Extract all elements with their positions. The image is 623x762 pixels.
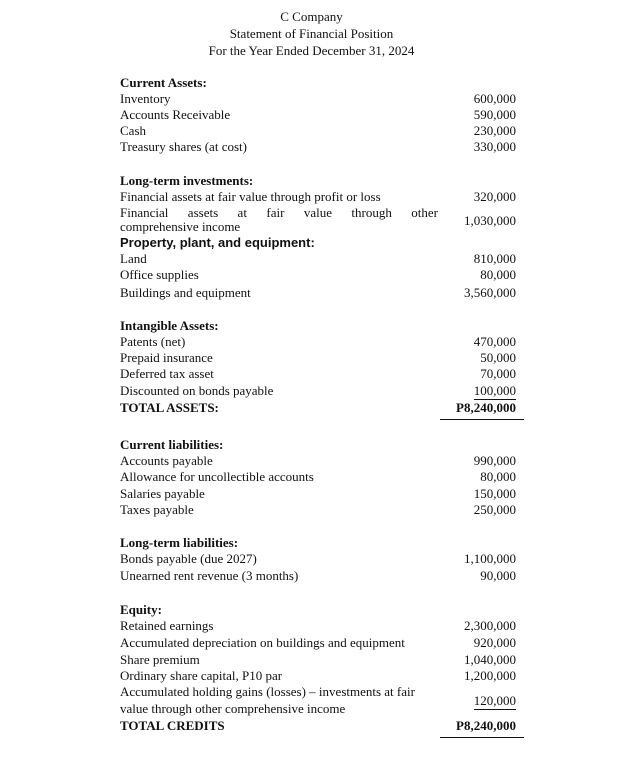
- total-assets-row: [120, 400, 524, 416]
- line-item-amount: 120,000: [473, 693, 516, 708]
- line-item-label: Discounted on bonds payable: [120, 383, 274, 398]
- section-heading: Equity:: [120, 602, 162, 617]
- line-item: [120, 123, 524, 139]
- line-item: [120, 205, 524, 233]
- line-item: [120, 91, 524, 107]
- line-item: [120, 285, 524, 301]
- line-item-label: Deferred tax asset: [120, 366, 214, 381]
- line-item-label: Allowance for uncollectible accounts: [120, 469, 314, 484]
- line-item: [120, 668, 524, 684]
- line-item-label: Bonds payable (due 2027): [120, 551, 257, 566]
- line-item: [120, 469, 524, 485]
- line-item-amount: 80,000: [480, 469, 516, 484]
- line-item: [120, 568, 524, 584]
- line-item: [120, 107, 524, 123]
- section-heading: Current liabilities:: [120, 437, 224, 452]
- line-item-amount: 100,000: [473, 383, 516, 398]
- total-credits-label: TOTAL CREDITS: [120, 718, 225, 733]
- line-item: [120, 383, 524, 399]
- line-item-label: Cash: [120, 123, 146, 138]
- line-item-label: Taxes payable: [120, 502, 194, 517]
- line-item-label: Accounts payable: [120, 453, 213, 468]
- line-item-amount: 230,000: [473, 123, 516, 138]
- line-item: [120, 684, 524, 716]
- line-item-label: Accumulated depreciation on buildings and equipment: [120, 635, 405, 650]
- section-heading: Long-term liabilities:: [120, 535, 239, 550]
- line-item-label: Accounts Receivable: [120, 107, 231, 122]
- total-underline: [440, 737, 524, 738]
- line-item-amount: 3,560,000: [464, 285, 516, 300]
- line-item-amount: 70,000: [480, 366, 516, 381]
- line-item-amount: 1,040,000: [464, 652, 516, 667]
- line-item-label: Prepaid insurance: [120, 350, 213, 365]
- line-item-label: Patents (net): [120, 334, 186, 349]
- line-item-amount: 1,030,000: [464, 213, 516, 228]
- line-item: [120, 652, 524, 668]
- line-item-label: Salaries payable: [120, 486, 205, 501]
- line-item-amount: 90,000: [480, 568, 516, 583]
- total-credits-amount: P8,240,000: [456, 718, 516, 733]
- line-item-label: Share premium: [120, 652, 200, 667]
- section-heading: Intangible Assets:: [120, 318, 219, 333]
- line-item-amount: 80,000: [480, 267, 516, 282]
- total-underline: [440, 419, 524, 420]
- line-item-amount: 810,000: [473, 251, 516, 266]
- section-current-assets: [120, 75, 524, 91]
- line-item: [120, 251, 524, 267]
- statement-period: For the Year Ended December 31, 2024: [208, 43, 415, 58]
- line-item-label: Financial assets at fair value through profit or loss: [120, 189, 381, 204]
- line-item: [120, 551, 524, 567]
- line-item: [120, 635, 524, 651]
- total-assets-amount: P8,240,000: [456, 400, 516, 415]
- section-ppe: [120, 235, 524, 251]
- line-item-amount: 1,200,000: [464, 668, 516, 683]
- section-long-term-investments: [120, 173, 524, 189]
- line-item-label-line2: comprehensive income: [120, 219, 241, 234]
- line-item-amount: 320,000: [473, 189, 516, 204]
- line-item-label-line2: value through other comprehensive income: [120, 701, 346, 716]
- line-item-amount: 50,000: [480, 350, 516, 365]
- line-item: [120, 334, 524, 350]
- line-item-label: Ordinary share capital, P10 par: [120, 668, 283, 683]
- line-item-amount: 470,000: [473, 334, 516, 349]
- line-item-label: Inventory: [120, 91, 171, 106]
- line-item-amount: 2,300,000: [464, 618, 516, 633]
- section-heading: Property, plant, and equipment:: [120, 235, 315, 250]
- line-item: [120, 350, 524, 366]
- statement-title: Statement of Financial Position: [229, 26, 394, 41]
- line-item: [120, 486, 524, 502]
- line-item-amount: 330,000: [473, 139, 516, 154]
- line-item-label: Retained earnings: [120, 618, 214, 633]
- line-item-label: Unearned rent revenue (3 months): [120, 568, 299, 583]
- section-intangible-assets: [120, 318, 524, 334]
- total-credits-row: [120, 718, 524, 734]
- line-item-label: Land: [120, 251, 147, 266]
- section-heading: Long-term investments:: [120, 173, 254, 188]
- line-item: [120, 267, 524, 283]
- line-item-label-line1: Financial assets at fair value through other: [120, 205, 438, 220]
- line-item-label-line1: Accumulated holding gains (losses) – investments at fair: [120, 684, 415, 699]
- section-current-liabilities: [120, 437, 524, 453]
- section-equity: [120, 602, 524, 618]
- line-item-amount: 920,000: [473, 635, 516, 650]
- line-item-amount: 150,000: [473, 486, 516, 501]
- line-item-amount: 590,000: [473, 107, 516, 122]
- line-item: [120, 453, 524, 469]
- section-long-term-liabilities: [120, 535, 524, 551]
- line-item-label: Buildings and equipment: [120, 285, 251, 300]
- line-item-amount: 990,000: [473, 453, 516, 468]
- section-heading: Current Assets:: [120, 75, 207, 90]
- line-item-label: Office supplies: [120, 267, 199, 282]
- line-item-amount: 1,100,000: [464, 551, 516, 566]
- line-item: [120, 139, 524, 155]
- company-name: C Company: [280, 9, 343, 24]
- line-item: [120, 189, 524, 205]
- line-item-amount: 600,000: [473, 91, 516, 106]
- total-assets-label: TOTAL ASSETS:: [120, 400, 219, 415]
- line-item: [120, 502, 524, 518]
- line-item: [120, 366, 524, 382]
- line-item: [120, 618, 524, 634]
- line-item-label: Treasury shares (at cost): [120, 139, 247, 154]
- line-item-amount: 250,000: [473, 502, 516, 517]
